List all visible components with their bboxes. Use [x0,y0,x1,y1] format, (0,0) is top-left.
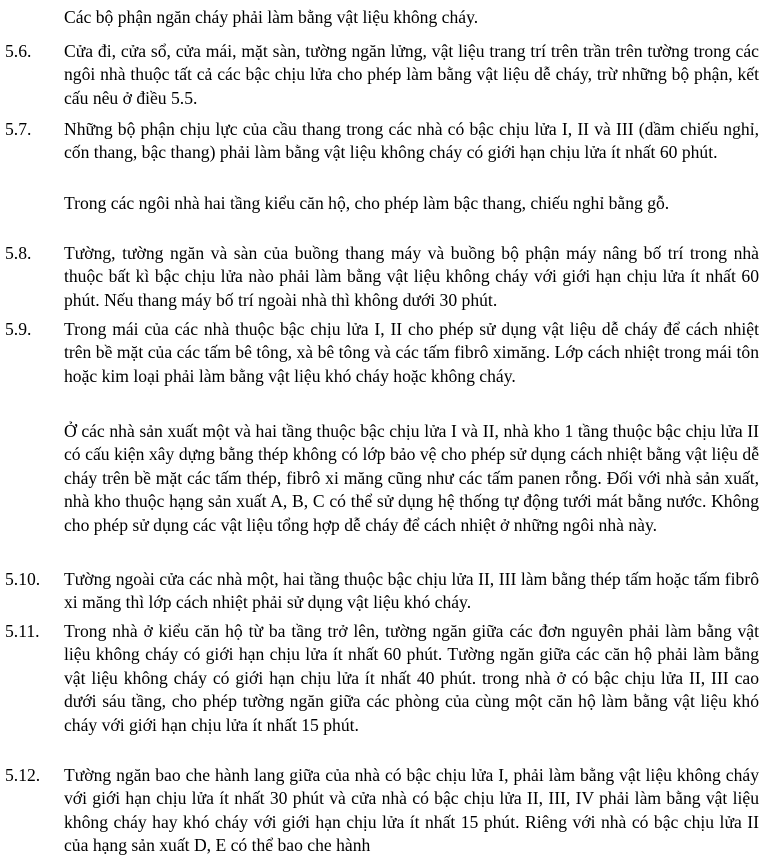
clause-number: 5.6. [5,41,32,61]
paragraph-text: Các bộ phận ngăn cháy phải làm bằng vật liệu không cháy. [64,7,479,27]
clause-number: 5.12. [5,765,41,785]
paragraph-text: Ở các nhà sản xuất một và hai tầng thuộc bậc chịu lửa I và II, nhà kho 1 tầng thuộc bậc chịu lửa II có cấu kiện xây dựng bằng thép không có lớp bảo vệ cho phép sử dụng cách nhiệt bằng vật liệu dễ cháy trên bề mặt các tấm thép, fibrô xi măng cũng như các tấm panen rỗng. Đối với nhà sản xuất, nhà kho thuộc hạng sản xuất A, B, C có thể sử dụng hệ thống tự động tưới mát bằng nước. Không cho phép sử dụng các vật liệu tổng hợp dễ cháy để cách nhiệt ở những ngôi nhà này. [64,421,759,535]
clause-text: Trong mái của các nhà thuộc bậc chịu lửa I, II cho phép sử dụng vật liệu dễ cháy để cách nhiệt trên bề mặt của các tấm bê tông, xà bê tông và các tấm fibrô ximăng. Lớp cách nhiệt trong mái tôn hoặc kim loại phải làm bằng vật liệu khó cháy hoặc không cháy. [64,319,759,386]
clause-text: Trong nhà ở kiểu căn hộ từ ba tầng trở lên, tường ngăn giữa các đơn nguyên phải làm bằng vật liệu không cháy có giới hạn chịu lửa ít nhất 60 phút. Tường ngăn giữa các căn hộ phải làm bằng vật liệu không cháy có giới hạn chịu lửa ít nhất 40 phút. trong nhà ở có bậc chịu lửa II, III cao dưới sáu tầng, cho phép tường ngăn giữa các phòng của cùng một căn hộ làm bằng vật liệu khó cháy với giới hạn chịu lửa ít nhất 15 phút. [64,621,759,735]
clause-number: 5.10. [5,569,41,589]
clause-text: Cửa đi, cửa sổ, cửa mái, mặt sàn, tường ngăn lửng, vật liệu trang trí trên trần trên tường trong các ngôi nhà thuộc tất cả các bậc chịu lửa cho phép làm bằng vật liệu dễ cháy, trừ những bộ phận, kết cấu nêu ở điều 5.5. [64,41,759,108]
clause-number: 5.9. [5,319,32,339]
clause-text: Tường ngoài cửa các nhà một, hai tầng thuộc bậc chịu lửa II, III làm bằng thép tấm hoặc tấm fibrô xi măng thì lớp cách nhiệt phải sử dụng vật liệu khó cháy. [64,569,759,613]
clause-text: Tường, tường ngăn và sàn của buồng thang máy và buồng bộ phận máy nâng bố trí trong nhà thuộc bất kì bậc chịu lửa nào phải làm bằng vật liệu không cháy với giới hạn chịu lửa ít nhất 60 phút. Nếu thang máy bố trí ngoài nhà thì không dưới 30 phút. [64,243,759,310]
clause-text: Những bộ phận chịu lực của cầu thang trong các nhà có bậc chịu lửa I, II và III (dầm chiếu nghỉ, cốn thang, bậc thang) phải làm bằng vật liệu không cháy có giới hạn chịu lửa ít nhất 60 phút. [64,119,759,163]
clause-number: 5.7. [5,119,32,139]
paragraph-text: Trong các ngôi nhà hai tầng kiểu căn hộ, cho phép làm bậc thang, chiếu nghỉ bằng gỗ. [64,193,670,213]
clause-text: Tường ngăn bao che hành lang giữa của nhà có bậc chịu lửa I, phải làm bằng vật liệu không cháy với giới hạn chịu lửa ít nhất 30 phút và cửa nhà có bậc chịu lửa II, III, IV phải làm bằng vật liệu không cháy hay khó cháy với giới hạn chịu lửa ít nhất 15 phút. Riêng với nhà có bậc chịu lửa II của hạng sản xuất D, E có thể bao che hành [64,765,759,856]
clause-number: 5.8. [5,243,32,263]
clause-number: 5.11. [5,621,40,641]
